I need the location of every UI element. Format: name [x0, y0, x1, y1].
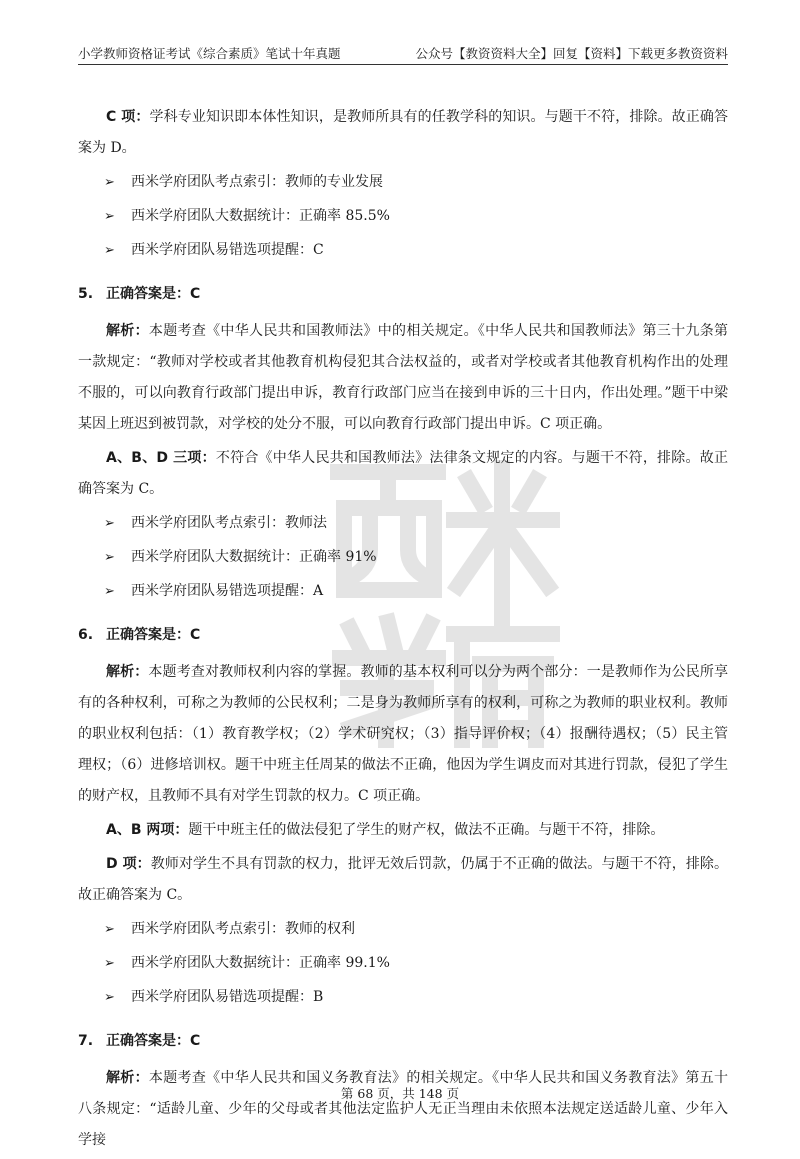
bullet-text: 西米学府团队易错选项提醒：B	[131, 989, 324, 1005]
answer-heading	[78, 1026, 728, 1057]
bullet-item	[78, 982, 728, 1013]
bullet-item	[78, 914, 728, 945]
paragraph-text: 不符合《中华人民共和国教师法》法律条文规定的内容。与题干不符，排除。故正确答案为 C。	[78, 450, 728, 497]
bullet-item	[78, 576, 728, 607]
answer-text: 正确答案是：C	[106, 1033, 201, 1049]
arrow-bullet-icon: ➢	[104, 584, 115, 599]
question-number: 5.	[78, 286, 94, 302]
bullet-text: 西米学府团队易错选项提醒：C	[131, 242, 324, 258]
bullet-text: 西米学府团队大数据统计：正确率 91%	[131, 549, 377, 565]
question-number: 7.	[78, 1033, 94, 1049]
arrow-bullet-icon: ➢	[104, 990, 115, 1005]
paragraph	[78, 815, 728, 846]
paragraph	[78, 316, 728, 440]
bullet-item	[78, 235, 728, 266]
answer-text: 正确答案是：C	[106, 286, 201, 302]
header-promo: 公众号【教资资料大全】回复【资料】下载更多教资资料	[415, 46, 728, 61]
bullet-text: 西米学府团队易错选项提醒：A	[131, 583, 324, 599]
paragraph-lead: A、B 两项：	[106, 822, 189, 838]
arrow-bullet-icon: ➢	[104, 243, 115, 258]
bullet-text: 西米学府团队大数据统计：正确率 85.5%	[131, 208, 390, 224]
page-header	[78, 40, 728, 65]
paragraph	[78, 849, 728, 911]
arrow-bullet-icon: ➢	[104, 175, 115, 190]
answer-heading	[78, 279, 728, 310]
paragraph	[78, 102, 728, 164]
header-title: 小学教师资格证考试《综合素质》笔试十年真题	[78, 46, 341, 61]
paragraph	[78, 443, 728, 505]
bullet-item	[78, 508, 728, 539]
answer-heading	[78, 620, 728, 651]
paragraph-lead: 解析：	[106, 323, 149, 339]
paragraph-lead: C 项：	[106, 109, 150, 125]
bullet-item	[78, 948, 728, 979]
bullet-item	[78, 542, 728, 573]
paragraph	[78, 657, 728, 812]
paragraph-text: 教师对学生不具有罚款的权力，批评无效后罚款，仍属于不正确的做法。与题干不符，排除。故正确答案为 C。	[78, 856, 729, 903]
arrow-bullet-icon: ➢	[104, 209, 115, 224]
page-content	[78, 102, 728, 1159]
paragraph	[78, 1063, 728, 1156]
arrow-bullet-icon: ➢	[104, 550, 115, 565]
paragraph-text: 本题考查对教师权利内容的掌握。教师的基本权利可以分为两个部分：一是教师作为公民所享有的各种权利，可称之为教师的公民权利；二是身为教师所享有的权利，可称之为教师的职业权利。教师的职业权利包括：（1）教育教学权；（2）学术研究权；（3）指导评价权；（4）报酬待遇权；（5）民主管理权；（6）进修培训权。题干中班主任周某的做法不正确，他因为学生调皮而对其进行罚款，侵犯了学生的财产权，且教师不具有对学生罚款的权力。C 项正确。	[78, 664, 729, 804]
paragraph-lead: 解析：	[106, 1070, 149, 1086]
bullet-item	[78, 201, 728, 232]
bullet-text: 西米学府团队考点索引：教师的权利	[131, 921, 355, 937]
paragraph-text: 本题考查《中华人民共和国义务教育法》的相关规定。《中华人民共和国义务教育法》第五十八条规定：“适龄儿童、少年的父母或者其他法定监护人无正当理由未依照本法规定送适龄儿童、少年入学接	[78, 1070, 729, 1148]
arrow-bullet-icon: ➢	[104, 956, 115, 971]
bullet-text: 西米学府团队考点索引：教师法	[131, 515, 327, 531]
arrow-bullet-icon: ➢	[104, 922, 115, 937]
paragraph-text: 本题考查《中华人民共和国教师法》中的相关规定。《中华人民共和国教师法》第三十九条第一款规定：“教师对学校或者其他教育机构侵犯其合法权益的，或者对学校或者其他教育机构作出的处理不服的，可以向教育行政部门提出申诉，教育行政部门应当在接到申诉的三十日内，作出处理。”题干中梁某因上班迟到被罚款，对学校的处分不服，可以向教育行政部门提出申诉。C 项正确。	[78, 323, 729, 432]
bullet-item	[78, 167, 728, 198]
question-number: 6.	[78, 627, 94, 643]
answer-text: 正确答案是：C	[106, 627, 201, 643]
paragraph-lead: 解析：	[106, 664, 149, 680]
paragraph-text: 题干中班主任的做法侵犯了学生的财产权，做法不正确。与题干不符，排除。	[188, 822, 665, 838]
paragraph-lead: A、B、D 三项：	[106, 450, 216, 466]
bullet-text: 西米学府团队考点索引：教师的专业发展	[131, 174, 383, 190]
arrow-bullet-icon: ➢	[104, 516, 115, 531]
page-footer: 第 68 页，共 148 页	[340, 1086, 460, 1101]
bullet-text: 西米学府团队大数据统计：正确率 99.1%	[131, 955, 390, 971]
paragraph-text: 学科专业知识即本体性知识，是教师所具有的任教学科的知识。与题干不符，排除。故正确答案为 D。	[78, 109, 729, 156]
paragraph-lead: D 项：	[106, 856, 151, 872]
